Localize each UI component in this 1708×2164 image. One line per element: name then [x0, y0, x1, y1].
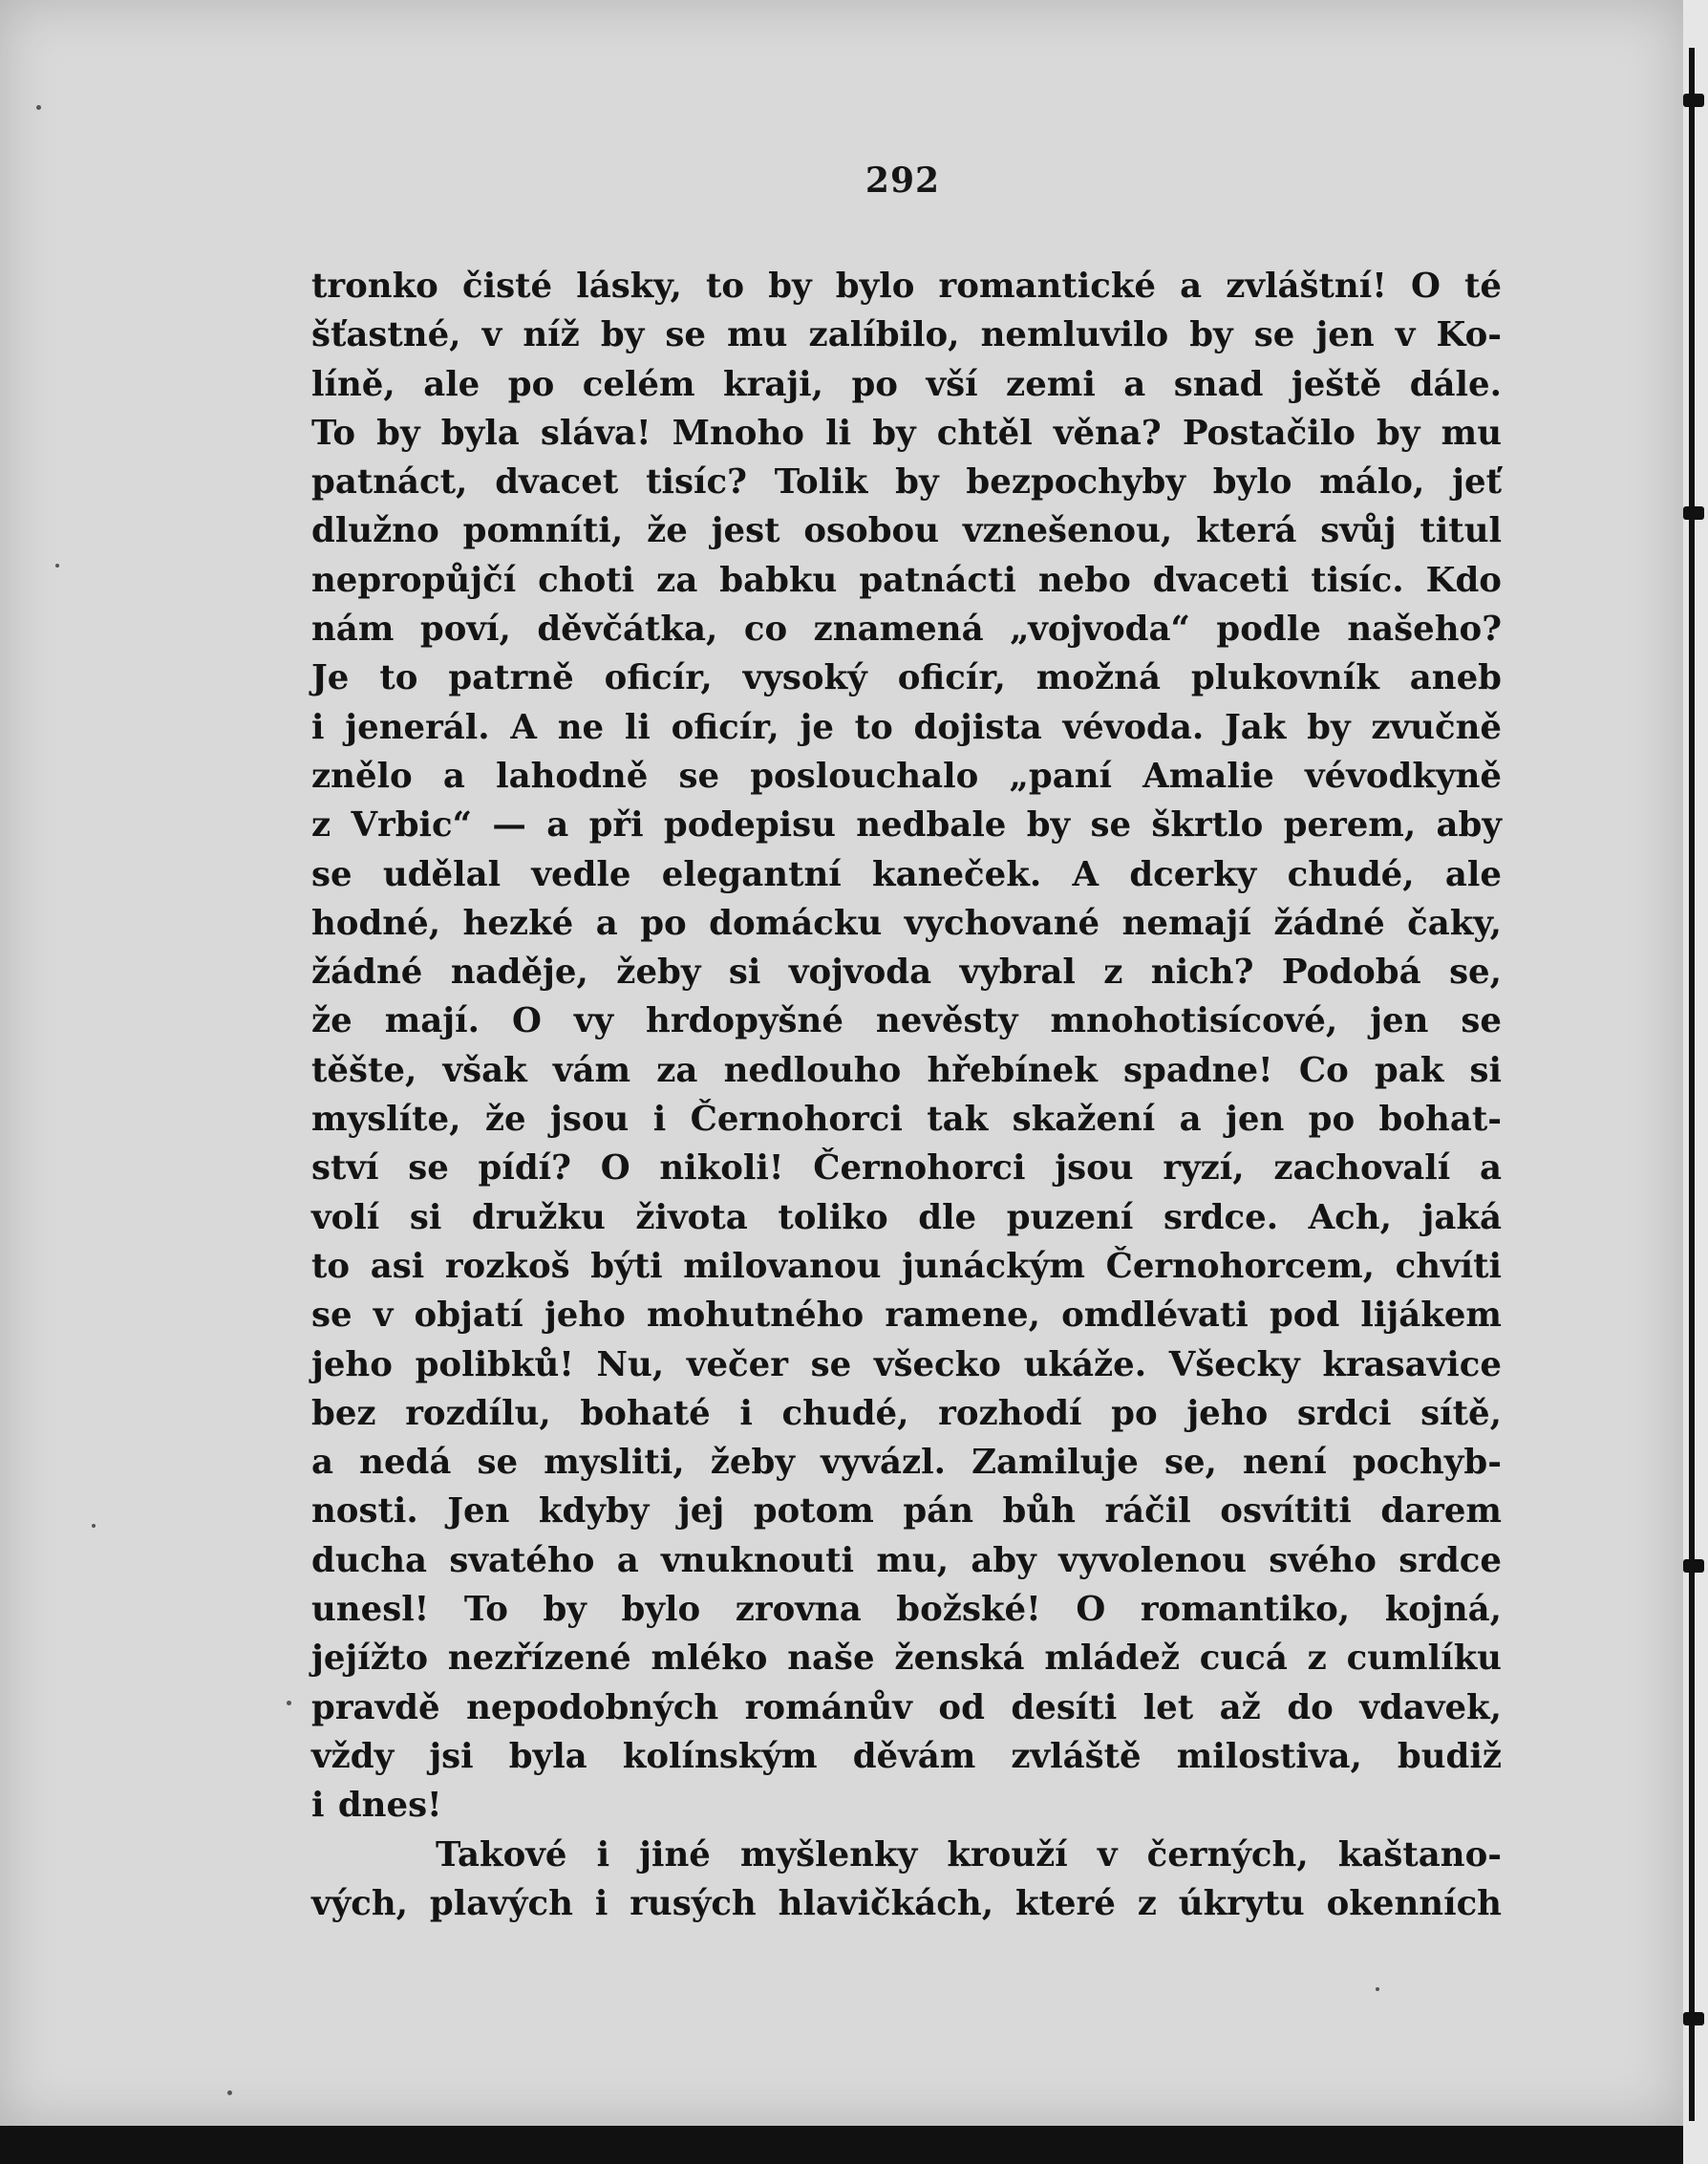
dust-speck [55, 564, 59, 568]
binding-mark [1683, 2012, 1704, 2025]
text-line: ducha svatého a vnuknouti mu, aby vyvolenou svého srdce [311, 1540, 1502, 1580]
dust-speck [287, 1701, 291, 1705]
dust-speck [227, 2090, 232, 2095]
text-line: těšte, však vám za nedlouho hřebínek spadne! Co pak si [311, 1050, 1502, 1090]
text-line: šťastné, v níž by se mu zalíbilo, nemluvilo by se jen v Ko- [311, 315, 1502, 355]
text-line: jeho polibků! Nu, večer se všecko ukáže. Všecky krasavice [311, 1344, 1502, 1384]
dust-speck [1376, 1987, 1379, 1991]
text-line: i jenerál. A ne li oficír, je to dojista vévoda. Jak by zvučně [311, 707, 1502, 747]
text-line: ství se pídí? O nikoli! Černohorci jsou ryzí, zachovalí a [311, 1148, 1502, 1189]
dust-speck [36, 105, 41, 110]
text-line: myslíte, že jsou i Černohorci tak skažení a jen po bohat- [311, 1100, 1502, 1140]
text-line: z Vrbic“ — a při podepisu nedbale by se škrtlo perem, aby [311, 805, 1502, 846]
binding-rule [1689, 48, 1695, 2121]
page-number: 292 [865, 161, 941, 201]
text-line: že mají. O vy hrdopyšné nevěsty mnohotisícové, jen se [311, 1001, 1502, 1041]
text-line: volí si družku života toliko dle puzení srdce. Ach, jaká [311, 1197, 1502, 1237]
text-line: tronko čisté lásky, to by bylo romantické a zvláštní! O té [311, 267, 1502, 306]
text-line: líně, ale po celém kraji, po vší zemi a snad ještě dále. [311, 364, 1502, 404]
text-line: žádné naděje, žeby si vojvoda vybral z nich? Podobá se, [311, 953, 1502, 993]
text-line: se udělal vedle elegantní kaneček. A dcerky chudé, ale [311, 854, 1502, 894]
text-line: a nedá se mysliti, žeby vyvázl. Zamiluje se, není pochyb- [311, 1443, 1502, 1483]
binding-edge [1683, 0, 1708, 2164]
text-line: pravdě nepodobných románův od desíti let až do vdavek, [311, 1687, 1502, 1727]
binding-mark [1683, 1559, 1704, 1573]
body-text [311, 262, 1502, 1928]
text-line: dlužno pomníti, že jest osobou vznešenou, která svůj titul [311, 511, 1502, 551]
text-line: nosti. Jen kdyby jej potom pán bůh ráčil osvítiti darem [311, 1491, 1502, 1532]
text-line: bez rozdílu, bohaté i chudé, rozhodí po jeho srdci sítě, [311, 1393, 1502, 1433]
binding-mark [1683, 94, 1704, 107]
text-line: nepropůjčí choti za babku patnácti nebo dvaceti tisíc. Kdo [311, 560, 1502, 600]
dust-speck [92, 1524, 96, 1528]
scan-bottom-edge [0, 2126, 1683, 2164]
text-line: Je to patrně oficír, vysoký oficír, možná plukovník aneb [311, 658, 1502, 698]
text-line: znělo a lahodně se poslouchalo „paní Amalie vévodkyně [311, 756, 1502, 796]
text-line: vždy jsi byla kolínským děvám zvláště milostiva, budiž [311, 1736, 1502, 1776]
text-line: se v objatí jeho mohutného ramene, omdlévati pod lijákem [311, 1296, 1502, 1336]
text-line: jejížto nezřízené mléko naše ženská mládež cucá z cumlíku [311, 1639, 1502, 1679]
text-line: nám poví, děvčátka, co znamená „vojvoda“ podle našeho? [311, 610, 1502, 650]
text-line: patnáct, dvacet tisíc? Tolik by bezpochyby bylo málo, jeť [311, 462, 1502, 503]
paragraph-first-line: Takové i jiné myšlenky krouží v černých, kaštano- [436, 1834, 1502, 1875]
text-line: hodné, hezké a po domácku vychované nemají žádné čaky, [311, 903, 1502, 943]
text-line: to asi rozkoš býti milovanou junáckým Černohorcem, chvíti [311, 1246, 1502, 1286]
text-line: To by byla sláva! Mnoho li by chtěl věna? Postačilo by mu [311, 413, 1502, 453]
binding-mark [1683, 506, 1704, 520]
text-line: i dnes! [311, 1786, 442, 1826]
text-line: vých, plavých i rusých hlavičkách, které z úkrytu okenních [311, 1883, 1502, 1923]
text-line: unesl! To by bylo zrovna božské! O romantiko, kojná, [311, 1590, 1502, 1630]
